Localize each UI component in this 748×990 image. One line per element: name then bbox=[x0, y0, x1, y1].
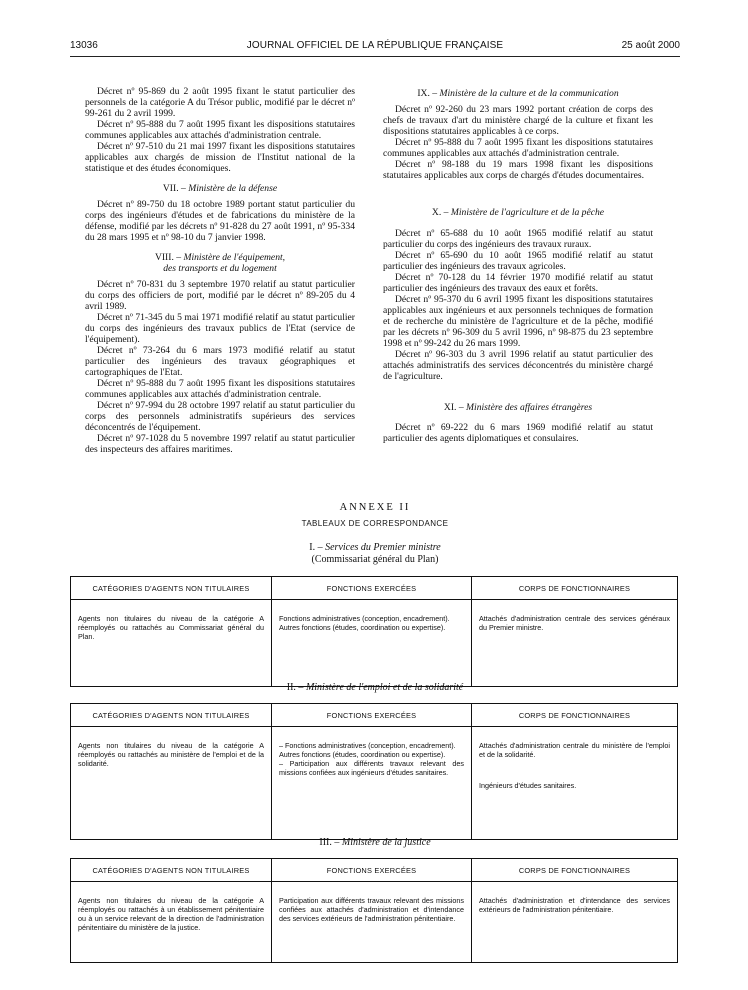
table-number: I. – bbox=[309, 542, 323, 553]
journal-title: JOURNAL OFFICIEL DE LA RÉPUBLIQUE FRANÇAISE bbox=[246, 40, 504, 51]
section-heading-ix bbox=[383, 88, 653, 99]
decree-paragraph: Décret nº 73-264 du 6 mars 1973 modifié relatif au statut particulier des ingénieurs des travaux géographiques et cartographiques de l'Etat. bbox=[85, 345, 355, 378]
column-header: CORPS DE FONCTIONNAIRES bbox=[472, 704, 678, 727]
decree-paragraph: Décret nº 95-869 du 2 août 1995 fixant le statut particulier des personnels de la catégorie A du Trésor public, modifié par le décret nº 99-261 du 2 avril 1999. bbox=[85, 86, 355, 119]
table-row bbox=[71, 882, 678, 963]
decree-paragraph: Décret nº 96-303 du 3 avril 1996 relatif au statut particulier des attachés administratifs des services déconcentrés du ministère chargé de l'agriculture. bbox=[383, 349, 653, 382]
section-number: IX. – bbox=[417, 88, 438, 99]
section-title: Ministère de la culture et de la communication bbox=[439, 88, 619, 99]
left-column bbox=[85, 86, 355, 455]
agent-category: Agents non titulaires du niveau de la catégorie A réemployés ou rattachés au Commissariat général du Plan. bbox=[78, 614, 264, 641]
decree-paragraph: Décret nº 92-260 du 23 mars 1992 portant création de corps des chefs de travaux d'art du ministère chargé de la culture et fixant les dispositions statutaires applicables à ce corps. bbox=[383, 104, 653, 137]
column-header: CATÉGORIES D'AGENTS NON TITULAIRES bbox=[71, 704, 272, 727]
column-header: CATÉGORIES D'AGENTS NON TITULAIRES bbox=[71, 859, 272, 882]
table-ministry: Ministère de l'emploi et de la solidarité bbox=[305, 682, 464, 693]
table-cell bbox=[472, 600, 678, 687]
page-number: 13036 bbox=[70, 40, 98, 51]
decree-paragraph: Décret nº 95-370 du 6 avril 1995 fixant les dispositions statutaires applicables aux ingénieurs et aux personnels techniques de formation et de recherche du ministère de l'agriculture et de la pêche, modifié par les décrets nº 96-309 du 5 avril 1996, nº 98-875 du 23 septembre 1998 et nº 99-242 du 26 mars 1999. bbox=[383, 294, 653, 349]
decree-paragraph: Décret nº 98-188 du 19 mars 1998 fixant les dispositions statutaires applicables aux corps de chargés d'études documentaires. bbox=[383, 159, 653, 181]
table-ministry: Ministère de la justice bbox=[341, 837, 431, 848]
decree-paragraph: Décret nº 69-222 du 6 mars 1969 modifié relatif au statut particulier des agents diplomatiques et consulaires. bbox=[383, 422, 653, 444]
table-cell bbox=[472, 727, 678, 840]
agent-category: Agents non titulaires du niveau de la catégorie A réemployés ou rattachés à un établissement pénitentiaire ou à un service relevant de la direction de l'administration pénitentiaire du ministère de la justice. bbox=[78, 896, 264, 932]
decree-paragraph: Décret nº 95-888 du 7 août 1995 fixant les dispositions statutaires communes applicables aux attachés d'administration centrale. bbox=[85, 119, 355, 141]
section-title: Ministère de l'équipement, bbox=[183, 252, 286, 263]
table-row bbox=[71, 600, 678, 687]
annex-title: ANNEXE II bbox=[339, 502, 411, 513]
section-title: Ministère des affaires étrangères bbox=[466, 402, 593, 413]
table-row bbox=[71, 727, 678, 840]
table-cell bbox=[71, 600, 272, 687]
correspondence-table-iii bbox=[70, 858, 678, 963]
table-cell bbox=[272, 600, 472, 687]
table-cell bbox=[71, 882, 272, 963]
issue-date: 25 août 2000 bbox=[621, 40, 680, 51]
table-title-i bbox=[70, 542, 680, 566]
table-cell bbox=[472, 882, 678, 963]
correspondence-table-i bbox=[70, 576, 678, 687]
table-header-row bbox=[71, 859, 678, 882]
correspondence-table-ii bbox=[70, 703, 678, 840]
table-title-ii bbox=[70, 682, 680, 694]
section-heading-viii bbox=[85, 252, 355, 274]
table-subtitle: (Commissariat général du Plan) bbox=[311, 554, 439, 565]
decree-paragraph: Décret nº 65-688 du 10 août 1965 modifié relatif au statut particulier du corps des ingénieurs des travaux ruraux. bbox=[383, 228, 653, 250]
column-header: CORPS DE FONCTIONNAIRES bbox=[472, 859, 678, 882]
header-rule bbox=[70, 56, 680, 57]
decree-paragraph: Décret nº 70-831 du 3 septembre 1970 relatif au statut particulier du corps des officiers de port, modifié par le décret nº 89-205 du 4 avril 1989. bbox=[85, 279, 355, 312]
column-header: CORPS DE FONCTIONNAIRES bbox=[472, 577, 678, 600]
table-cell bbox=[272, 727, 472, 840]
table-number: III. – bbox=[319, 837, 340, 848]
section-number: X. – bbox=[431, 207, 449, 218]
decree-paragraph: Décret nº 71-345 du 5 mai 1971 modifié relatif au statut particulier du corps des ingénieurs des travaux publics de l'Etat (service de l'équipement). bbox=[85, 312, 355, 345]
table-cell bbox=[272, 882, 472, 963]
section-number: VIII. – bbox=[154, 252, 182, 263]
table-header-row bbox=[71, 704, 678, 727]
corps-line: Attachés d'administration centrale du ministère de l'emploi et de la solidarité. bbox=[479, 741, 670, 759]
section-heading-xi bbox=[383, 402, 653, 413]
column-header: FONCTIONS EXERCÉES bbox=[272, 704, 472, 727]
decree-paragraph: Décret nº 89-750 du 18 octobre 1989 portant statut particulier du corps des ingénieurs d'études et de fabrications du ministère de la défense, modifié par les décrets nº 91-828 du 27 août 1991, nº 95-334 du 28 mars 1995 et nº 98-10 du 7 janvier 1998. bbox=[85, 199, 355, 243]
page-header bbox=[70, 40, 680, 54]
column-header: FONCTIONS EXERCÉES bbox=[272, 859, 472, 882]
column-header: FONCTIONS EXERCÉES bbox=[272, 577, 472, 600]
section-number: VII. – bbox=[162, 183, 186, 194]
function-line: – Fonctions administratives (conception, encadrement). bbox=[279, 741, 456, 750]
agent-category: Agents non titulaires du niveau de la catégorie A réemployés ou rattachés au ministère de l'emploi et de la solidarité. bbox=[78, 741, 264, 768]
function-line: Autres fonctions (études, coordination ou expertise). bbox=[279, 623, 446, 632]
table-title-iii bbox=[70, 837, 680, 849]
decree-paragraph: Décret nº 95-888 du 7 août 1995 fixant les dispositions statutaires communes applicables aux attachés d'administration centrale. bbox=[85, 378, 355, 400]
column-header: CATÉGORIES D'AGENTS NON TITULAIRES bbox=[71, 577, 272, 600]
corps-line: Ingénieurs d'études sanitaires. bbox=[479, 781, 577, 790]
function-line: Participation aux différents travaux relevant des missions confiées aux attachés d'administration et d'intendance des services extérieurs de l'administration pénitentiaire. bbox=[279, 896, 464, 923]
section-title-line2: des transports et du logement bbox=[163, 263, 277, 274]
table-number: II. – bbox=[286, 682, 304, 693]
section-title: Ministère de la défense bbox=[188, 183, 278, 194]
table-header-row bbox=[71, 577, 678, 600]
section-heading-x bbox=[383, 207, 653, 218]
table-cell bbox=[71, 727, 272, 840]
decree-paragraph: Décret nº 97-994 du 28 octobre 1997 relatif au statut particulier du corps des personnels administratifs supérieurs des services déconcentrés de l'équipement. bbox=[85, 400, 355, 433]
function-line: – Participation aux différents travaux relevant des missions confiées aux ingénieurs d'études sanitaires. bbox=[279, 759, 464, 777]
right-column bbox=[383, 80, 653, 444]
decree-paragraph: Décret nº 97-510 du 21 mai 1997 fixant les dispositions statutaires applicables aux chargés de mission de l'Institut national de la statistique et des études économiques. bbox=[85, 141, 355, 174]
corps-line: Attachés d'administration et d'intendance des services extérieurs de l'administration pénitentiaire. bbox=[479, 896, 670, 914]
function-line: Autres fonctions (études, coordination ou expertise). bbox=[279, 750, 446, 759]
decree-paragraph: Décret nº 95-888 du 7 août 1995 fixant les dispositions statutaires communes applicables aux attachés d'administration centrale. bbox=[383, 137, 653, 159]
function-line: Fonctions administratives (conception, encadrement). bbox=[279, 614, 450, 623]
corps-line: Attachés d'administration centrale des services généraux du Premier ministre. bbox=[479, 614, 670, 632]
section-title: Ministère de l'agriculture et de la pêche bbox=[450, 207, 605, 218]
table-ministry: Services du Premier ministre bbox=[325, 542, 441, 553]
decree-paragraph: Décret nº 97-1028 du 5 novembre 1997 relatif au statut particulier des inspecteurs des affaires maritimes. bbox=[85, 433, 355, 455]
decree-paragraph: Décret nº 70-128 du 14 février 1970 modifié relatif au statut particulier des ingénieurs des travaux des eaux et forêts. bbox=[383, 272, 653, 294]
annex-heading bbox=[70, 502, 680, 528]
section-number: XI. – bbox=[443, 402, 464, 413]
decree-paragraph: Décret nº 65-690 du 10 août 1965 modifié relatif au statut particulier des ingénieurs des travaux agricoles. bbox=[383, 250, 653, 272]
annex-subtitle: TABLEAUX DE CORRESPONDANCE bbox=[301, 519, 449, 528]
section-heading-vii bbox=[85, 183, 355, 194]
